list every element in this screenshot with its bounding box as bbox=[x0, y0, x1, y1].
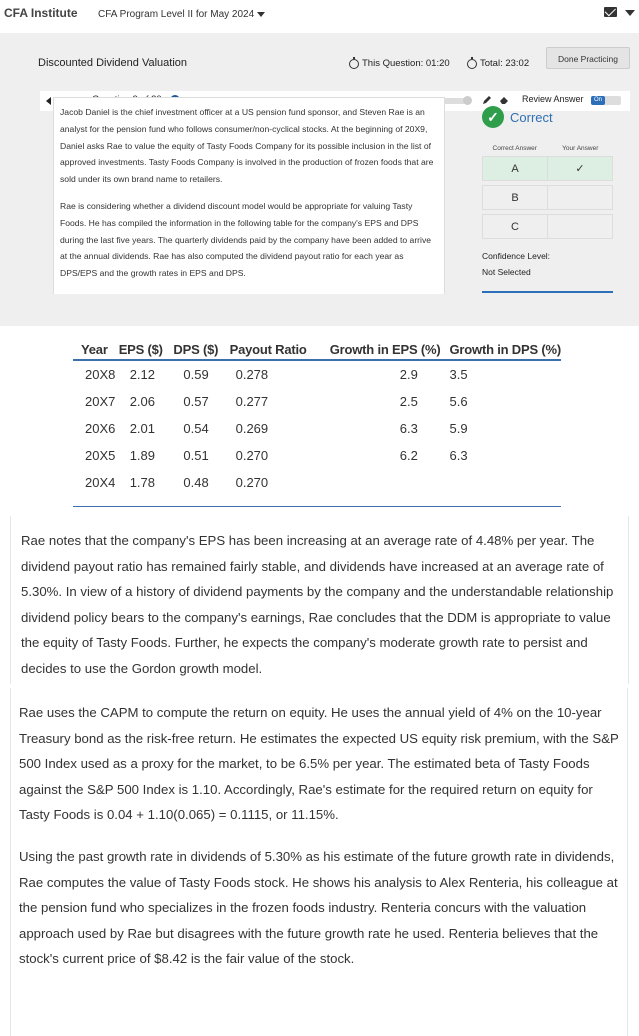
confidence-value: Not Selected bbox=[482, 267, 531, 277]
body-paragraph-3: Using the past growth rate in dividends of 5.30% as his estimate of the future growth rate in dividends, Rae computes the value of Tasty Foods stock. He shows his analysis to Alex Renteria, his colleague at the pension fund who specializes in the frozen foods industry. Renteria concurs with the valuation approach used by Rae but disagrees with the future growth rate he used. Renteria believes that the stock's current price of $8.42 is the fair value of the stock. bbox=[19, 848, 618, 967]
table-header-row bbox=[73, 337, 561, 360]
table-cell: 6.3 bbox=[399, 421, 418, 436]
passage-paragraph-2: Rae is considering whether a dividend discount model would be appropriate for valuing Tasty Foods. He has compiled the information in the following table for the company's EPS and DPS during the last five years. The quarterly dividends paid by the company have been added to arrive at the annual dividends. Rae has also computed the dividend payout ratio for each year as DPS/EPS and the growth rates in EPS and DPS. bbox=[60, 200, 432, 279]
confidence-level bbox=[482, 248, 613, 280]
review-answer-toggle[interactable] bbox=[591, 96, 621, 105]
answer-table bbox=[482, 156, 613, 239]
table-row bbox=[73, 388, 561, 415]
program-label: CFA Program Level II for May 2024 bbox=[98, 9, 255, 20]
table-row bbox=[73, 415, 561, 442]
mail-icon[interactable] bbox=[604, 7, 617, 17]
table-cell: 1.78 bbox=[129, 475, 156, 490]
stopwatch-icon bbox=[349, 59, 359, 69]
brand-logo: CFA Institute bbox=[4, 6, 78, 20]
table-bottom-rule bbox=[73, 506, 561, 507]
pen-icon[interactable] bbox=[482, 95, 492, 105]
table-cell: 20X6 bbox=[85, 421, 116, 436]
answer-divider bbox=[482, 291, 613, 293]
question-panel bbox=[0, 33, 639, 326]
table-cell: 20X8 bbox=[85, 367, 116, 382]
correct-answer-header: Correct Answer bbox=[492, 145, 537, 152]
answer-option-label: A bbox=[483, 157, 548, 181]
table-cell: 0.51 bbox=[183, 448, 209, 463]
top-bar bbox=[0, 0, 639, 30]
table-cell: 0.270 bbox=[235, 448, 269, 463]
eps-dps-table bbox=[73, 337, 561, 496]
table-header-dps-growth: Growth in DPS (%) bbox=[450, 337, 561, 360]
table-cell: 2.9 bbox=[399, 367, 418, 382]
answer-row-c[interactable] bbox=[483, 215, 613, 239]
table-header-year: Year bbox=[73, 337, 119, 360]
table-cell bbox=[450, 469, 561, 496]
table-cell: 2.12 bbox=[129, 367, 156, 382]
answer-option-label: C bbox=[483, 215, 548, 239]
review-answer-label: Review Answer bbox=[522, 94, 584, 104]
table-cell: 0.270 bbox=[235, 475, 269, 490]
table-cell: 2.06 bbox=[129, 394, 156, 409]
your-answer-header: Your Answer bbox=[562, 145, 599, 152]
table-cell: 20X4 bbox=[85, 475, 116, 490]
table-cell: 0.48 bbox=[183, 475, 209, 490]
table-cell: 0.269 bbox=[235, 421, 269, 436]
done-practicing-button[interactable]: Done Practicing bbox=[546, 47, 630, 69]
question-timer bbox=[349, 58, 450, 69]
stopwatch-icon bbox=[467, 59, 477, 69]
page-title: Discounted Dividend Valuation bbox=[38, 57, 187, 69]
table-cell: 2.01 bbox=[129, 421, 156, 436]
table-cell: 1.89 bbox=[129, 448, 156, 463]
check-circle-icon: ✓ bbox=[482, 106, 504, 128]
table-cell: 0.278 bbox=[235, 367, 269, 382]
table-cell: 0.277 bbox=[235, 394, 269, 409]
table-cell: 0.54 bbox=[183, 421, 209, 436]
total-timer bbox=[467, 58, 529, 69]
table-cell: 0.59 bbox=[183, 367, 209, 382]
progress-end-knob bbox=[463, 96, 472, 105]
eraser-icon[interactable] bbox=[499, 95, 509, 105]
table-header-dps: DPS ($) bbox=[173, 337, 229, 360]
table-row bbox=[73, 469, 561, 496]
your-answer-cell bbox=[548, 215, 613, 239]
answer-row-b[interactable] bbox=[483, 186, 613, 210]
table-cell: 20X7 bbox=[85, 394, 116, 409]
table-header-payout: Payout Ratio bbox=[230, 337, 330, 360]
table-row bbox=[73, 442, 561, 469]
answer-row-a[interactable] bbox=[483, 157, 613, 181]
chevron-down-icon[interactable] bbox=[625, 10, 635, 16]
answer-panel bbox=[482, 106, 613, 293]
table-cell: 3.5 bbox=[449, 367, 468, 382]
table-header-eps: EPS ($) bbox=[119, 337, 174, 360]
table-cell: 20X5 bbox=[85, 448, 116, 463]
analysis-paragraph-block-2 bbox=[10, 688, 628, 1036]
your-answer-cell bbox=[548, 186, 613, 210]
table-row bbox=[73, 360, 561, 388]
table-cell bbox=[330, 469, 450, 496]
toggle-on-label: On bbox=[591, 96, 605, 105]
table-cell: 6.3 bbox=[449, 448, 468, 463]
table-cell: 0.57 bbox=[183, 394, 209, 409]
your-answer-check-icon: ✓ bbox=[548, 157, 613, 181]
body-paragraph-1: Rae notes that the company's EPS has been increasing at an average rate of 4.48% per year. The dividend payout ratio has remained fairly stable, and dividends have increased at an average rate of 5.30%. In view of a history of dividend payments by the company and the understandable relationship dividend policy bears to the company's earnings, Rae concludes that the DDM is appropriate to value the equity of Tasty Foods. Further, he expects the company's moderate growth rate to persist and decides to use the Gordon growth model. bbox=[21, 533, 614, 676]
total-timer-label: Total: 23:02 bbox=[480, 58, 530, 69]
analysis-paragraph-block-1 bbox=[10, 516, 629, 684]
result-label: Correct bbox=[510, 109, 553, 125]
passage-paragraph-1: Jacob Daniel is the chief investment officer at a US pension fund sponsor, and Steven Rae is an analyst for the pension fund who follows consumer/non-cyclical stocks. At the beginning of 20X9, Daniel asks Rae to value the equity of Tasty Foods Company for its possible inclusion in the list of approved investments. Tasty Foods Company is involved in the production of frozen foods that are sold under its own brand name to retailers. bbox=[60, 107, 434, 185]
program-selector[interactable] bbox=[98, 9, 265, 20]
passage-box bbox=[53, 97, 445, 294]
question-timer-label: This Question: 01:20 bbox=[362, 58, 450, 69]
table-header-eps-growth: Growth in EPS (%) bbox=[330, 337, 450, 360]
caret-down-icon bbox=[257, 12, 265, 17]
table-cell: 5.6 bbox=[449, 394, 468, 409]
table-cell: 5.9 bbox=[449, 421, 468, 436]
confidence-label: Confidence Level: bbox=[482, 251, 551, 261]
previous-question-icon[interactable] bbox=[46, 97, 51, 105]
answer-option-label: B bbox=[483, 186, 548, 210]
table-cell: 2.5 bbox=[399, 394, 418, 409]
body-paragraph-2: Rae uses the CAPM to compute the return on equity. He uses the annual yield of 4% on the 10-year Treasury bond as the risk-free return. He estimates the expected US equity risk premium, with the S&P 500 Index used as a proxy for the market, to be 6.5% per year. The estimated beta of Tasty Foods against the S&P 500 Index is 1.10. Accordingly, Rae's estimate for the required return on equity for Tasty Foods is 0.04 + 1.10(0.065) = 0.1115, or 11.15%. bbox=[19, 705, 619, 823]
table-cell: 6.2 bbox=[399, 448, 418, 463]
